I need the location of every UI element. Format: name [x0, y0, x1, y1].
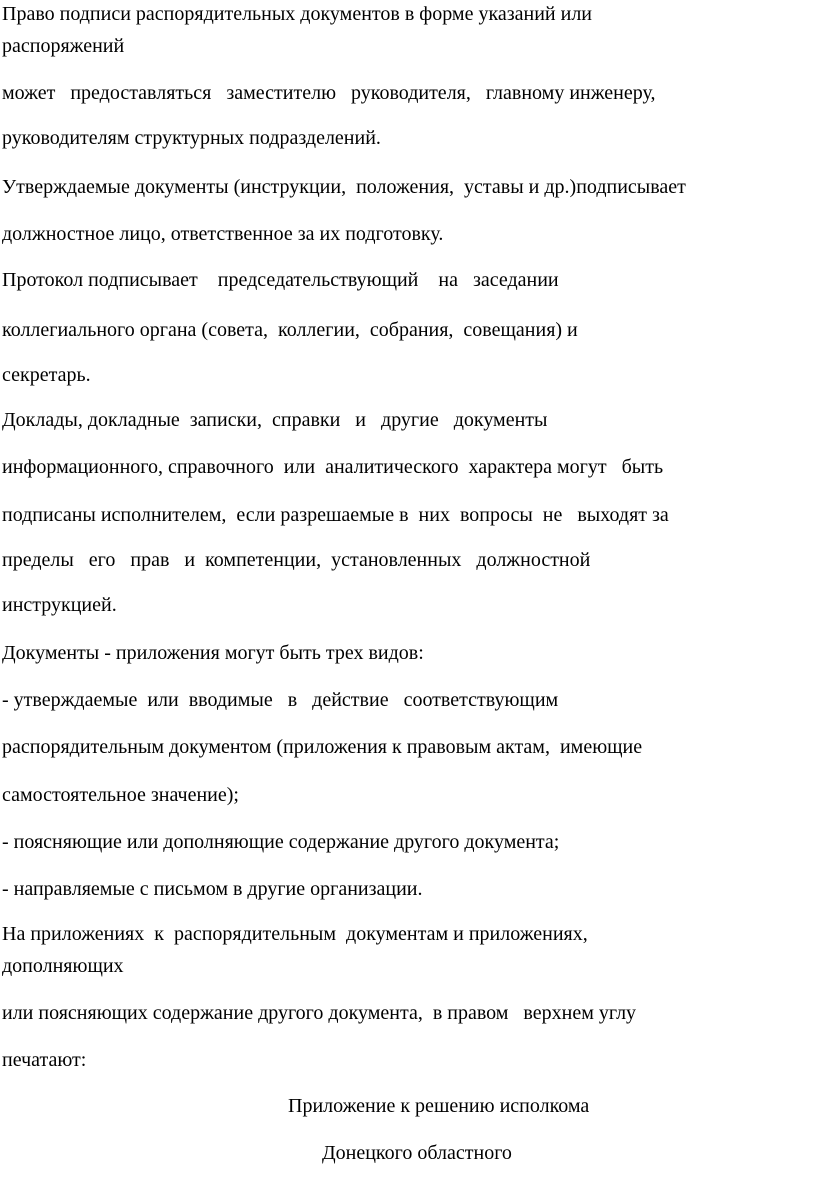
text-line: Документы - приложения могут быть трех видов:	[2, 642, 424, 664]
text-line: распорядительным документом (приложения к правовым актам, имеющие	[2, 736, 643, 758]
annex-heading-line-1: Приложение к решению исполкома	[288, 1095, 590, 1117]
text-line: распоряжений	[2, 35, 125, 57]
text-line: Утверждаемые документы (инструкции, положения, уставы и др.)подписывает	[2, 176, 686, 198]
text-line: подписаны исполнителем, если разрешаемые в них вопросы не выходят за	[2, 504, 669, 526]
text-line: секретарь.	[2, 364, 91, 386]
text-line: - поясняющие или дополняющие содержание другого документа;	[2, 831, 560, 853]
text-line: самостоятельное значение);	[2, 784, 239, 806]
text-line: печатают:	[2, 1049, 87, 1071]
text-line: руководителям структурных подразделений.	[2, 127, 381, 149]
text-line: инструкцией.	[2, 594, 117, 616]
text-line: Доклады, докладные записки, справки и другие документы	[2, 409, 548, 431]
annex-heading-line-2: Донецкого областного	[322, 1142, 512, 1164]
text-line: должностное лицо, ответственное за их подготовку.	[2, 223, 444, 245]
text-line: - утверждаемые или вводимые в действие соответствующим	[2, 689, 559, 711]
text-line: может предоставляться заместителю руководителя, главному инженеру,	[2, 82, 656, 104]
text-line: Право подписи распорядительных документов в форме указаний или	[2, 3, 593, 25]
text-line: или поясняющих содержание другого документа, в правом верхнем углу	[2, 1002, 637, 1024]
text-line: коллегиального органа (совета, коллегии, собрания, совещания) и	[2, 319, 578, 341]
text-line: пределы его прав и компетенции, установленных должностной	[2, 549, 591, 571]
text-line: - направляемые с письмом в другие организации.	[2, 878, 423, 900]
text-line: Протокол подписывает председательствующий на заседании	[2, 269, 559, 291]
text-line: информационного, справочного или аналитического характера могут быть	[2, 456, 664, 478]
text-line: дополняющих	[2, 955, 124, 977]
text-line: На приложениях к распорядительным документам и приложениях,	[2, 923, 588, 945]
